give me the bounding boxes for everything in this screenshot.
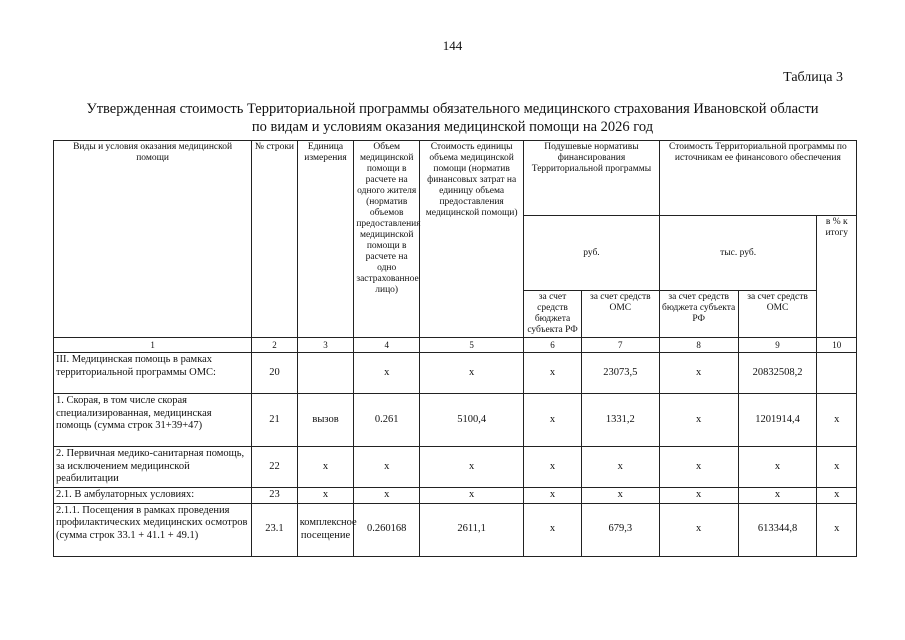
row-volume: х xyxy=(354,447,420,488)
table-row xyxy=(54,447,857,488)
header-unit: Единица измерения xyxy=(297,141,354,338)
cost-table xyxy=(53,140,857,557)
header-rub: руб. xyxy=(524,216,660,291)
table-row xyxy=(54,394,857,447)
header-per-capita-budget: за счет средств бюджета субъекта РФ xyxy=(524,291,582,338)
row-number: 23 xyxy=(252,488,298,504)
row-total-budget: х xyxy=(659,503,738,556)
row-unit: вызов xyxy=(297,394,354,447)
row-percent: х xyxy=(817,447,857,488)
column-number: 5 xyxy=(420,338,524,353)
row-total-oms: 613344,8 xyxy=(738,503,817,556)
page-number: 144 xyxy=(442,38,463,53)
row-total-oms: 1201914,4 xyxy=(738,394,817,447)
row-per-capita-oms: 23073,5 xyxy=(581,353,659,394)
header-volume: Объем медицинской помощи в расчете на одного жителя (норматив объемов предоставления медицинской помощи в расчете на одно застрахованное лицо) xyxy=(354,141,420,338)
row-total-budget: х xyxy=(659,353,738,394)
row-number: 21 xyxy=(252,394,298,447)
row-number: 23.1 xyxy=(252,503,298,556)
row-unit: х xyxy=(297,488,354,504)
row-name: 2. Первичная медико-санитарная помощь, за исключением медицинской реабилитации xyxy=(54,447,252,488)
row-number: 22 xyxy=(252,447,298,488)
heading-line-2: по видам и условиям оказания медицинской помощи на 2026 год xyxy=(251,119,654,135)
header-total-cost-group: Стоимость Территориальной программы по источникам ее финансового обеспечения xyxy=(659,141,856,216)
header-percent: в % к итогу xyxy=(817,216,857,338)
row-name: 2.1.1. Посещения в рамках проведения профилактических медицинских осмотров (сумма строк 33.1 + 41.1 + 49.1) xyxy=(54,503,252,556)
row-volume: х xyxy=(354,353,420,394)
row-number: 20 xyxy=(252,353,298,394)
row-name: 2.1. В амбулаторных условиях: xyxy=(54,488,252,504)
row-volume: 0.260168 xyxy=(354,503,420,556)
row-unit-cost: 2611,1 xyxy=(420,503,524,556)
column-number: 2 xyxy=(252,338,298,353)
column-number: 9 xyxy=(738,338,817,353)
table-row xyxy=(54,503,857,556)
row-volume: х xyxy=(354,488,420,504)
row-name: III. Медицинская помощь в рамках территориальной программы ОМС: xyxy=(54,353,252,394)
row-percent: х xyxy=(817,488,857,504)
row-per-capita-oms: х xyxy=(581,447,659,488)
column-number: 4 xyxy=(354,338,420,353)
row-total-budget: х xyxy=(659,394,738,447)
header-per-capita-oms: за счет средств ОМС xyxy=(581,291,659,338)
table-row xyxy=(54,488,857,504)
header-unit-cost: Стоимость единицы объема медицинской помощи (норматив финансовых затрат на единицу объема предоставления медицинской помощи) xyxy=(420,141,524,338)
row-unit: комплексное посещение xyxy=(297,503,354,556)
row-per-capita-budget: х xyxy=(524,447,582,488)
column-number: 7 xyxy=(581,338,659,353)
row-per-capita-budget: х xyxy=(524,353,582,394)
row-percent: х xyxy=(817,394,857,447)
column-number: 6 xyxy=(524,338,582,353)
row-unit-cost: х xyxy=(420,447,524,488)
column-number: 1 xyxy=(54,338,252,353)
row-total-oms: х xyxy=(738,447,817,488)
row-unit-cost: 5100,4 xyxy=(420,394,524,447)
row-total-oms: х xyxy=(738,488,817,504)
row-unit xyxy=(297,353,354,394)
row-per-capita-budget: х xyxy=(524,488,582,504)
table-heading xyxy=(40,100,865,136)
table-label: Таблица 3 xyxy=(783,70,843,85)
heading-line-1: Утвержденная стоимость Территориальной программы обязательного медицинского страхования Ивановской области xyxy=(86,101,819,117)
header-row-1 xyxy=(54,141,857,216)
row-per-capita-budget: х xyxy=(524,394,582,447)
column-number: 8 xyxy=(659,338,738,353)
row-percent: х xyxy=(817,503,857,556)
row-percent xyxy=(817,353,857,394)
row-total-budget: х xyxy=(659,488,738,504)
row-unit-cost: х xyxy=(420,488,524,504)
row-unit: х xyxy=(297,447,354,488)
header-thousand-rub: тыс. руб. xyxy=(659,216,817,291)
header-total-budget: за счет средств бюджета субъекта РФ xyxy=(659,291,738,338)
row-total-oms: 20832508,2 xyxy=(738,353,817,394)
row-volume: 0.261 xyxy=(354,394,420,447)
header-total-oms: за счет средств ОМС xyxy=(738,291,817,338)
header-row-number: № строки xyxy=(252,141,298,338)
column-number: 3 xyxy=(297,338,354,353)
table-row xyxy=(54,353,857,394)
row-per-capita-oms: 679,3 xyxy=(581,503,659,556)
row-total-budget: х xyxy=(659,447,738,488)
row-unit-cost: х xyxy=(420,353,524,394)
row-per-capita-budget: х xyxy=(524,503,582,556)
column-number-row xyxy=(54,338,857,353)
row-name: 1. Скорая, в том числе скорая специализированная, медицинская помощь (сумма строк 31+39+47) xyxy=(54,394,252,447)
column-number: 10 xyxy=(817,338,857,353)
header-kind: Виды и условия оказания медицинской помощи xyxy=(54,141,252,338)
header-per-capita-group: Подушевые нормативы финансирования Территориальной программы xyxy=(524,141,660,216)
row-per-capita-oms: х xyxy=(581,488,659,504)
row-per-capita-oms: 1331,2 xyxy=(581,394,659,447)
